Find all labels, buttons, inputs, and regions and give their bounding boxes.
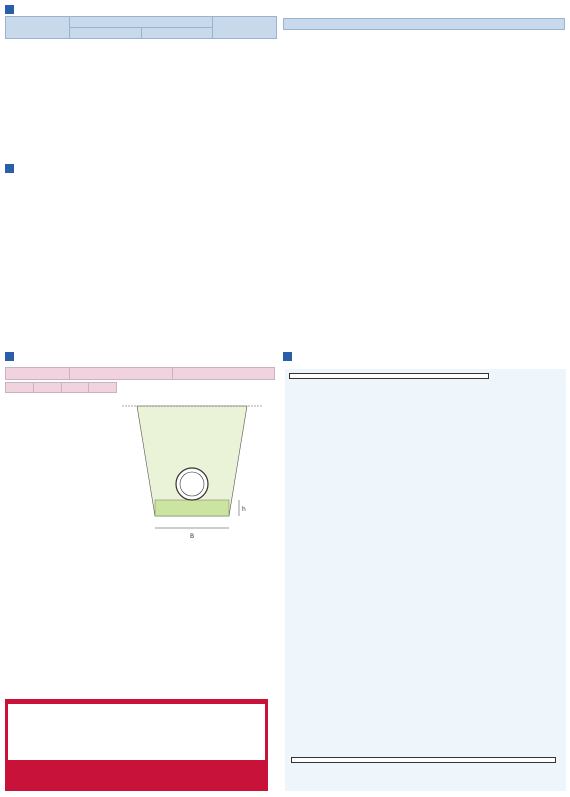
chemical-table (283, 18, 565, 30)
table1 (5, 382, 117, 393)
chemical-section (283, 5, 565, 30)
flow-title (5, 164, 24, 173)
section-marker-icon (5, 164, 14, 173)
chemical-header (284, 19, 565, 30)
cover-bottom-note (291, 757, 556, 763)
properties-title (5, 5, 277, 14)
svg-text:B: B (189, 533, 195, 540)
flow-section (5, 164, 566, 175)
col-group (70, 17, 213, 28)
col-item (6, 17, 70, 39)
section-marker-icon (283, 352, 292, 361)
section-marker-icon (5, 352, 14, 361)
caution-box (5, 699, 268, 791)
cond-header (6, 368, 70, 380)
cover-title (283, 352, 566, 361)
properties-section (5, 5, 277, 39)
trench-diagram (117, 396, 267, 546)
design-section (5, 352, 275, 548)
cover-chart (285, 369, 566, 791)
burial-diagram (117, 382, 275, 548)
svg-text:h: h (242, 506, 246, 513)
col-unit (213, 17, 277, 39)
conditions-table (5, 367, 275, 380)
col-high (70, 28, 142, 39)
col-low (141, 28, 213, 39)
section-marker-icon (5, 5, 14, 14)
properties-table (5, 16, 277, 39)
cover-section (283, 352, 566, 361)
cover-panel (285, 369, 566, 791)
design-title (5, 352, 275, 361)
caution-body (8, 704, 265, 760)
